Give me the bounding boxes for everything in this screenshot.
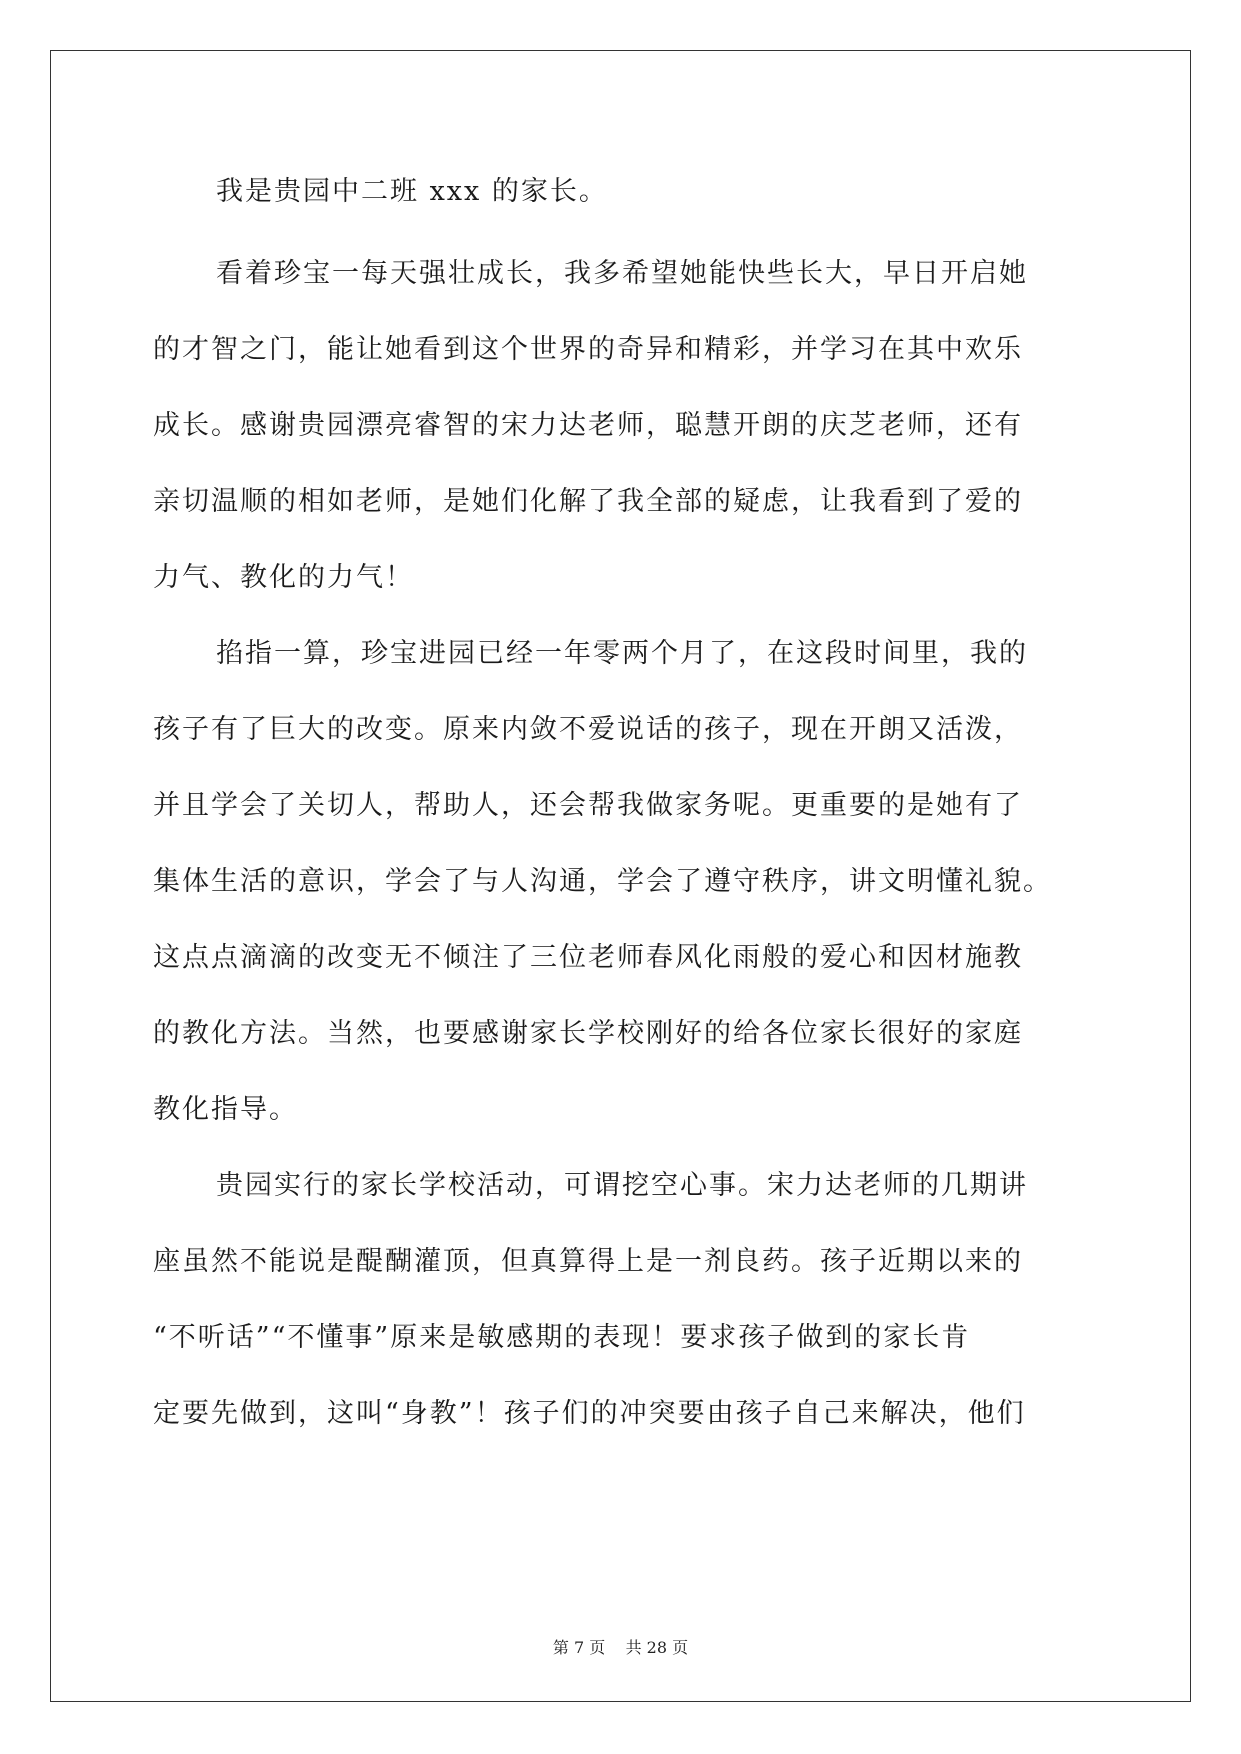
paragraph-3-line-3: 并且学会了关切人，帮助人，还会帮我做家务呢。更重要的是她有了 bbox=[153, 790, 1023, 821]
paragraph-3-line-5: 这点点滴滴的改变无不倾注了三位老师春风化雨般的爱心和因材施教 bbox=[153, 942, 1023, 973]
paragraph-3-line-1: 掐指一算，珍宝进园已经一年零两个月了，在这段时间里，我的 bbox=[216, 638, 1028, 669]
paragraph-1-line-1: 我是贵园中二班 xxx 的家长。 bbox=[216, 176, 608, 207]
paragraph-4-line-3: “不听话”“不懂事”原来是敏感期的表现！要求孩子做到的家长肯 bbox=[153, 1322, 971, 1353]
paragraph-4-line-1: 贵园实行的家长学校活动，可谓挖空心事。宋力达老师的几期讲 bbox=[216, 1170, 1028, 1201]
page-footer bbox=[0, 1635, 1241, 1658]
paragraph-3-line-4: 集体生活的意识，学会了与人沟通，学会了遵守秩序，讲文明懂礼貌。 bbox=[153, 866, 1052, 897]
paragraph-2-line-2: 的才智之门，能让她看到这个世界的奇异和精彩，并学习在其中欢乐 bbox=[153, 334, 1023, 365]
paragraph-4-line-4: 定要先做到，这叫“身教”！孩子们的冲突要由孩子自己来解决，他们 bbox=[153, 1398, 1026, 1429]
paragraph-2-line-1: 看着珍宝一每天强壮成长，我多希望她能快些长大，早日开启她 bbox=[216, 258, 1028, 289]
paragraph-2-line-4: 亲切温顺的相如老师，是她们化解了我全部的疑虑，让我看到了爱的 bbox=[153, 486, 1023, 517]
page-total: 共 28 页 bbox=[625, 1638, 689, 1657]
paragraph-2-line-3: 成长。感谢贵园漂亮睿智的宋力达老师，聪慧开朗的庆芝老师，还有 bbox=[153, 410, 1023, 441]
paragraph-4-line-2: 座虽然不能说是醍醐灌顶，但真算得上是一剂良药。孩子近期以来的 bbox=[153, 1246, 1023, 1277]
paragraph-3-line-2: 孩子有了巨大的改变。原来内敛不爱说话的孩子，现在开朗又活泼， bbox=[153, 714, 1023, 745]
page-number: 第 7 页 bbox=[552, 1638, 606, 1657]
paragraph-3-line-7: 教化指导。 bbox=[153, 1094, 298, 1125]
paragraph-3-line-6: 的教化方法。当然，也要感谢家长学校刚好的给各位家长很好的家庭 bbox=[153, 1018, 1023, 1049]
paragraph-2-line-5: 力气、教化的力气！ bbox=[153, 562, 414, 593]
